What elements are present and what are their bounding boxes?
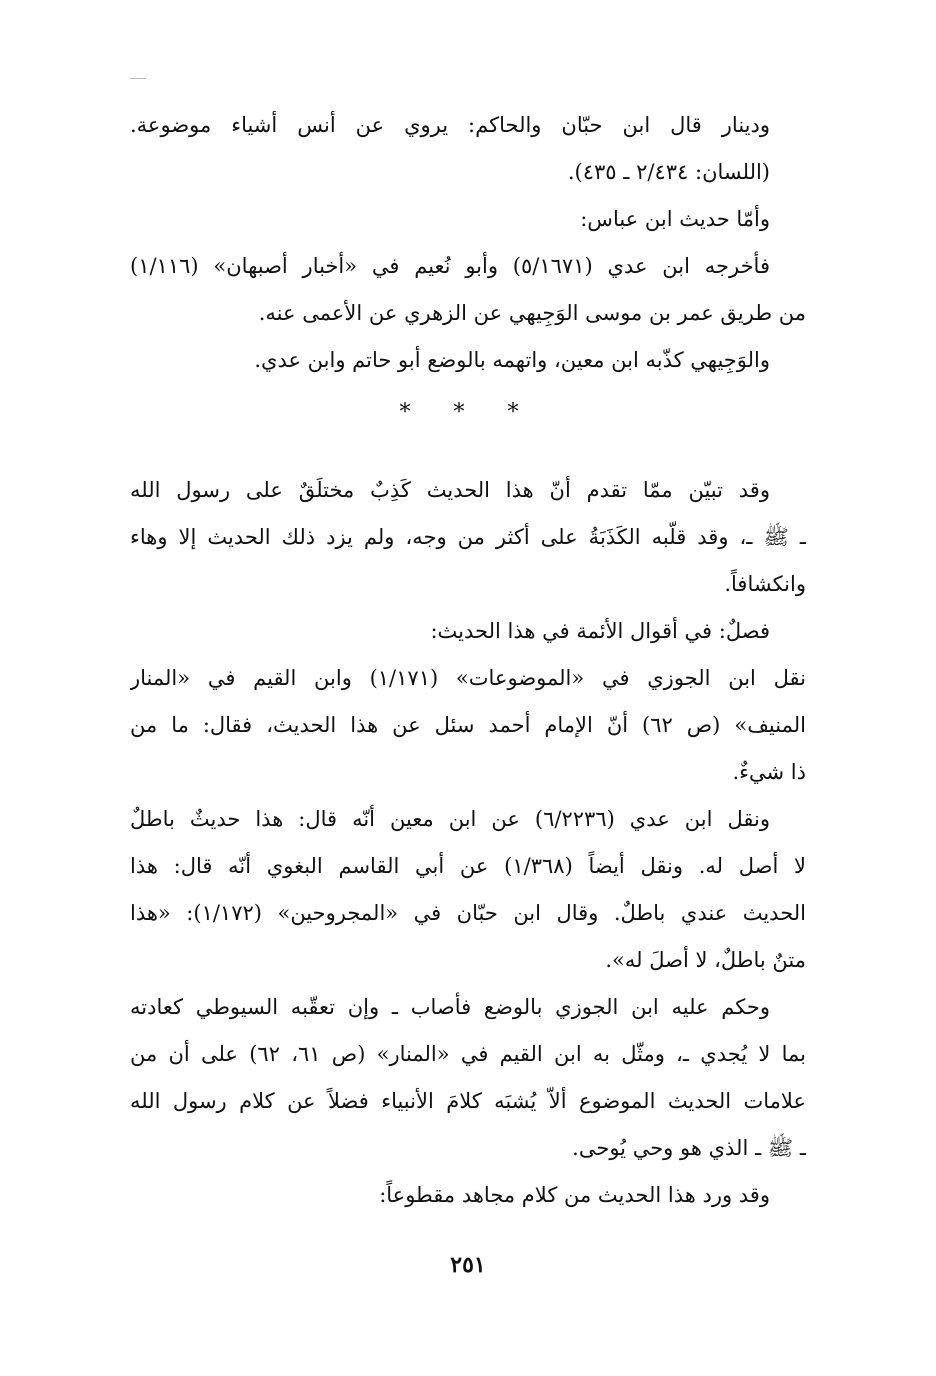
text-block-main [130,467,806,1219]
page-number: ٢٥١ [450,1252,486,1278]
text-line: المنيف» (ص ٦٢) أنّ الإمام أحمد سئل عن هذا الحديث، فقال: ما من [130,713,806,737]
text-line: والوَجِيهي كذّبه ابن معين، واتهمه بالوضع أبو حاتم وابن عدي. [254,348,770,372]
section-separator: * * * [399,400,537,425]
top-rule [130,78,146,79]
text-line: وأمّا حديث ابن عباس: [580,207,770,231]
text-line: فأخرجه ابن عدي (٥/١٦٧١) وأبو نُعيم في «أخبار أصبهان» (١/١١٦) [130,254,770,278]
text-line: من طريق عمر بن موسى الوَجِيهي عن الزهري عن الأعمى عنه. [258,301,806,325]
text-line: بما لا يُجدي ـ، ومثّل به ابن القيم في «المنار» (ص ٦١، ٦٢) على أن من [130,1042,806,1066]
text-line: ونقل ابن عدي (٦/٢٢٣٦) عن ابن معين أنّه قال: هذا حديثٌ باطلٌ [130,807,770,831]
text-line: لا أصل له. ونقل أيضاً (١/٣٦٨) عن أبي القاسم البغوي أنّه قال: هذا [130,854,806,878]
text-line: فصلٌ: في أقوال الأئمة في هذا الحديث: [430,619,770,643]
text-line: ـ ﷺ ـ الذي هو وحي يُوحى. [572,1136,806,1160]
text-line: علامات الحديث الموضوع ألاّ يُشبَه كلامَ الأنبياء فضلاً عن كلام رسول الله [130,1089,806,1113]
text-line: ودينار قال ابن حبّان والحاكم: يروي عن أنس أشياء موضوعة. [130,113,770,137]
text-line: وحكم عليه ابن الجوزي بالوضع فأصاب ـ وإن تعقّبه السيوطي كعادته [130,995,770,1019]
text-line: وقد ورد هذا الحديث من كلام مجاهد مقطوعاً: [379,1183,770,1207]
text-line: (اللسان: ٢/٤٣٤ ـ ٤٣٥). [567,160,770,184]
text-line: نقل ابن الجوزي في «الموضوعات» (١/١٧١) وابن القيم في «المنار [130,666,806,690]
text-line: وقد تبيّن ممّا تقدم أنّ هذا الحديث كَذِبٌ مختلَقٌ على رسول الله [130,478,770,502]
text-line: الحديث عندي باطلٌ. وقال ابن حبّان في «المجروحين» (١/١٧٢): «هذا [130,901,806,925]
text-line: ـ ﷺ ـ، وقد قلّبه الكَذَبَةُ على أكثر من وجه، ولم يزد ذلك الحديث إلا وهاء [130,525,806,549]
text-line: متنٌ باطلٌ، لا أصلَ له». [605,948,806,972]
text-line: وانكشافاً. [724,572,806,596]
text-line: ذا شيءٌ. [732,760,806,784]
text-block-top [130,102,806,384]
